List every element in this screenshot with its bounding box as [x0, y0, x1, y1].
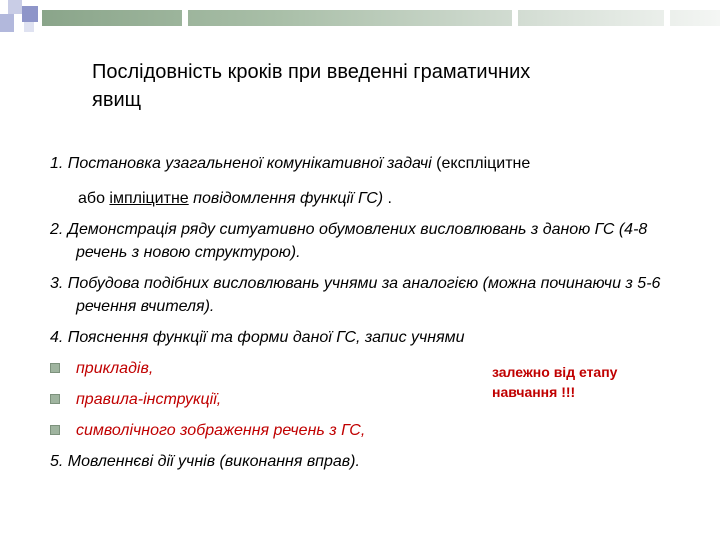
step-1-function: повідомлення функції ГС): [188, 190, 384, 207]
step-4: 4. Пояснення функції та форми даної ГС, запис учнями: [50, 329, 465, 346]
bullet-text: правила-інструкції,: [76, 391, 222, 408]
step-3: 3. Побудова подібних висловлювань учнями за аналогією (можна починаючи з 5-6 речення вчителя).: [50, 275, 661, 315]
step-1-or: або: [78, 190, 110, 207]
step-1-implicit: імпліцитне: [109, 190, 189, 207]
side-note-line: залежно від етапу: [492, 364, 618, 380]
step-1-end: .: [383, 190, 392, 207]
square-bullet-icon: [50, 425, 60, 435]
decor-square: [24, 22, 34, 32]
decor-square: [8, 0, 22, 14]
square-bullet-icon: [50, 363, 60, 373]
bullet-text: прикладів,: [76, 360, 154, 377]
steps-list: [50, 152, 700, 473]
step-2: 2. Демонстрація ряду ситуативно обумовлених висловлювань з даною ГС (4-8 речень з новою структурою).: [50, 221, 648, 261]
side-note-line: навчання !!!: [492, 384, 576, 400]
step-1-continuation: [50, 187, 700, 210]
bullet-text: символічного зображення речень з ГС,: [76, 422, 366, 439]
step-1-main: 1. Постановка узагальненої комунікативної задачі: [50, 155, 432, 172]
header-band: [42, 10, 720, 26]
decor-square: [0, 14, 14, 32]
square-bullet-icon: [50, 394, 60, 404]
side-note: [492, 362, 692, 402]
decor-square: [22, 6, 38, 22]
step-1-explicit: (експліцитне: [431, 155, 531, 172]
step-5: 5. Мовленнєві дії учнів (виконання вправ).: [50, 453, 360, 470]
slide-title: Послідовність кроків при введенні граматичних явищ: [92, 61, 531, 111]
bullet-item: [50, 419, 700, 442]
step-1: [50, 152, 700, 175]
